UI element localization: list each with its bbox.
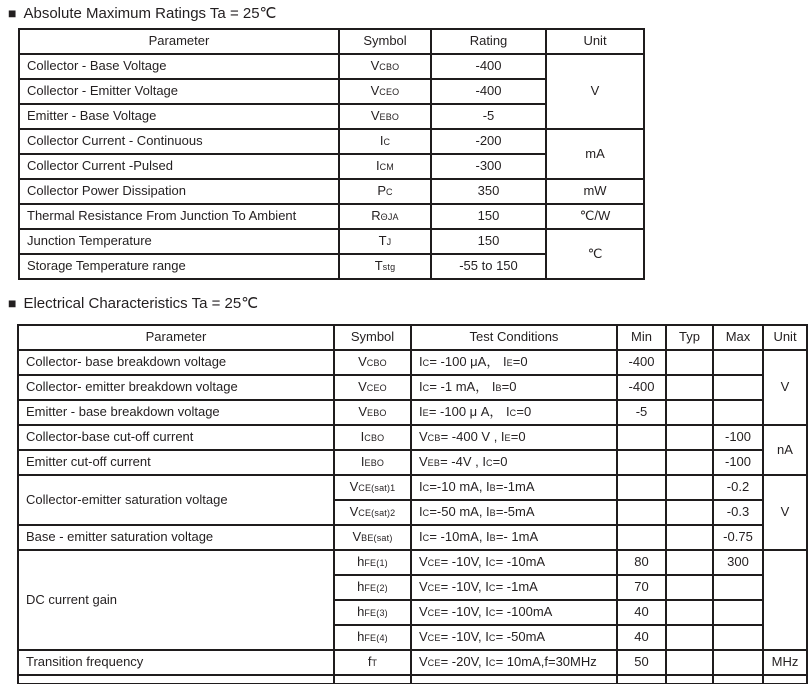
symbol-cell: VCBO	[334, 350, 411, 375]
table-row	[19, 54, 644, 79]
subscript-text: CE	[427, 583, 441, 594]
parameter-cell: Collector - Base Voltage	[19, 54, 339, 79]
symbol-cell: IEBO	[334, 450, 411, 475]
subscript-text: CE	[427, 658, 441, 669]
subscript-text: C	[485, 458, 493, 469]
subscript-text: FE(2)	[364, 583, 388, 594]
subscript-text: B	[489, 508, 496, 519]
min-cell	[617, 425, 666, 450]
typ-cell	[666, 600, 713, 625]
typ-cell	[666, 650, 713, 675]
min-cell	[617, 500, 666, 525]
conditions-cell: VCE= -10V, IC= -50mA	[411, 625, 617, 650]
parameter-cell: Storage Temperature range	[19, 254, 339, 279]
subscript-text: C	[422, 358, 430, 369]
parameter-cell: DC current gain	[18, 550, 334, 650]
symbol-cell: Tstg	[339, 254, 431, 279]
table-row	[18, 350, 807, 375]
min-cell	[617, 450, 666, 475]
table-row	[19, 129, 644, 154]
subscript-text: C	[509, 408, 517, 419]
subscript-text: FE(1)	[364, 558, 388, 569]
conditions-cell: IC=-10 mA, IB=-1mA	[411, 475, 617, 500]
section-bullet-icon: ■	[8, 5, 17, 21]
absolute-maximum-ratings-table	[18, 28, 645, 280]
subscript-text: ΘJA	[380, 212, 399, 223]
header-rating: Rating	[431, 29, 546, 54]
conditions-cell: IC= -10mA, IB=- 1mA	[411, 525, 617, 550]
subscript-text: C	[488, 558, 496, 569]
subscript-text: FE(4)	[364, 633, 388, 644]
subscript-text: C	[422, 383, 430, 394]
parameter-cell	[18, 675, 334, 684]
symbol-cell: VCBO	[339, 54, 431, 79]
max-cell	[713, 375, 763, 400]
rating-cell: -300	[431, 154, 546, 179]
unit-cell: mA	[546, 129, 644, 179]
max-cell	[713, 675, 763, 684]
header-symbol: Symbol	[334, 325, 411, 350]
subscript-text: CE(sat)2	[358, 508, 396, 519]
typ-cell	[666, 500, 713, 525]
min-cell: -5	[617, 400, 666, 425]
table-row	[18, 550, 807, 575]
parameter-cell: Thermal Resistance From Junction To Ambient	[19, 204, 339, 229]
unit-cell: mW	[546, 179, 644, 204]
subscript-text: CE(sat)1	[358, 483, 396, 494]
subscript-text: CE	[427, 633, 441, 644]
symbol-cell: VCE(sat)2	[334, 500, 411, 525]
subscript-text: C	[488, 633, 496, 644]
rating-cell: -400	[431, 54, 546, 79]
min-cell: 50	[617, 650, 666, 675]
subscript-text: FE(3)	[364, 608, 388, 619]
rating-cell: -55 to 150	[431, 254, 546, 279]
unit-cell: V	[763, 350, 807, 425]
typ-cell	[666, 575, 713, 600]
subscript-text: EB	[427, 458, 441, 469]
conditions-cell: VEB= -4V , IC=0	[411, 450, 617, 475]
typ-cell	[666, 475, 713, 500]
conditions-cell: VCE= -10V, IC= -1mA	[411, 575, 617, 600]
subscript-text: stg	[382, 262, 396, 273]
parameter-cell: Collector- emitter breakdown voltage	[18, 375, 334, 400]
symbol-cell: hFE(2)	[334, 575, 411, 600]
section-bullet-icon: ■	[8, 295, 17, 311]
subscript-text: CEO	[366, 383, 387, 394]
conditions-cell: IC=-50 mA, IB=-5mA	[411, 500, 617, 525]
min-cell: -400	[617, 375, 666, 400]
unit-cell	[763, 550, 807, 650]
subscript-text: C	[422, 533, 430, 544]
parameter-cell: Junction Temperature	[19, 229, 339, 254]
min-cell: 40	[617, 600, 666, 625]
symbol-cell: IC	[339, 129, 431, 154]
symbol-cell: VEBO	[334, 400, 411, 425]
subscript-text: CEO	[379, 87, 400, 98]
parameter-cell: Collector- base breakdown voltage	[18, 350, 334, 375]
min-cell: 80	[617, 550, 666, 575]
typ-cell	[666, 675, 713, 684]
unit-cell: MHz	[763, 650, 807, 675]
subscript-text: CE	[427, 608, 441, 619]
typ-cell	[666, 525, 713, 550]
parameter-cell: Collector-base cut-off current	[18, 425, 334, 450]
max-cell: -0.3	[713, 500, 763, 525]
rating-cell: 150	[431, 204, 546, 229]
subscript-text: J	[386, 237, 392, 248]
table-row	[19, 179, 644, 204]
symbol-cell: RΘJA	[339, 204, 431, 229]
header-parameter: Parameter	[19, 29, 339, 54]
table-row	[18, 425, 807, 450]
symbol-cell	[334, 675, 411, 684]
max-cell	[713, 350, 763, 375]
rating-cell: 350	[431, 179, 546, 204]
typ-cell	[666, 550, 713, 575]
conditions-cell: VCB= -400 V , IE=0	[411, 425, 617, 450]
max-cell: 300	[713, 550, 763, 575]
parameter-cell: Emitter - base breakdown voltage	[18, 400, 334, 425]
conditions-cell: IC= -100 μA， IE=0	[411, 350, 617, 375]
conditions-cell: VCE= -10V, IC= -10mA	[411, 550, 617, 575]
header-row	[18, 325, 807, 350]
subscript-text: EBO	[364, 458, 385, 469]
subscript-text: B	[495, 383, 502, 394]
subscript-text: B	[489, 533, 496, 544]
unit-cell: V	[546, 54, 644, 129]
section-title-text: Absolute Maximum Ratings Ta = 25℃	[23, 5, 277, 22]
electrical-characteristics-table	[17, 324, 808, 684]
typ-cell	[666, 350, 713, 375]
parameter-cell: Transition frequency	[18, 650, 334, 675]
min-cell: 70	[617, 575, 666, 600]
subscript-text: BE(sat)	[361, 533, 393, 544]
max-cell: -0.75	[713, 525, 763, 550]
parameter-cell: Collector - Emitter Voltage	[19, 79, 339, 104]
section-title-electrical-characteristics	[8, 294, 258, 312]
subscript-text: B	[489, 483, 496, 494]
parameter-cell: Emitter cut-off current	[18, 450, 334, 475]
subscript-text: CBO	[379, 62, 400, 73]
symbol-cell: PC	[339, 179, 431, 204]
max-cell	[713, 575, 763, 600]
rating-cell: -5	[431, 104, 546, 129]
header-max: Max	[713, 325, 763, 350]
subscript-text: C	[385, 187, 393, 198]
min-cell: 40	[617, 625, 666, 650]
table-row	[18, 450, 807, 475]
subscript-text: CB	[427, 433, 441, 444]
conditions-cell: VCE= -10V, IC= -100mA	[411, 600, 617, 625]
unit-cell: ℃	[546, 229, 644, 279]
conditions-cell: IE= -100 μ A， IC=0	[411, 400, 617, 425]
conditions-cell: VCE= -20V, IC= 10mA,f=30MHz	[411, 650, 617, 675]
subscript-text: C	[488, 658, 496, 669]
section-title-absolute-maximum-ratings	[8, 4, 276, 22]
rating-cell: 150	[431, 229, 546, 254]
min-cell	[617, 475, 666, 500]
max-cell	[713, 600, 763, 625]
symbol-cell: hFE(3)	[334, 600, 411, 625]
unit-cell	[763, 675, 807, 684]
max-cell	[713, 625, 763, 650]
typ-cell	[666, 450, 713, 475]
min-cell	[617, 525, 666, 550]
symbol-cell: VCEO	[339, 79, 431, 104]
typ-cell	[666, 425, 713, 450]
typ-cell	[666, 400, 713, 425]
table-row	[18, 675, 807, 684]
subscript-text: C	[383, 137, 391, 148]
table-row	[18, 525, 807, 550]
unit-cell: nA	[763, 425, 807, 475]
symbol-cell: VBE(sat)	[334, 525, 411, 550]
max-cell: -100	[713, 450, 763, 475]
subscript-text: T	[371, 658, 378, 669]
min-cell: -400	[617, 350, 666, 375]
max-cell	[713, 400, 763, 425]
typ-cell	[666, 375, 713, 400]
header-typ: Typ	[666, 325, 713, 350]
rating-cell: -400	[431, 79, 546, 104]
subscript-text: C	[422, 508, 430, 519]
header-row	[19, 29, 644, 54]
symbol-cell: hFE(1)	[334, 550, 411, 575]
parameter-cell: Base - emitter saturation voltage	[18, 525, 334, 550]
typ-cell	[666, 625, 713, 650]
unit-cell: ℃/W	[546, 204, 644, 229]
subscript-text: E	[422, 408, 429, 419]
min-cell	[617, 675, 666, 684]
header-min: Min	[617, 325, 666, 350]
subscript-text: CE	[427, 558, 441, 569]
table-row	[19, 204, 644, 229]
symbol-cell: VCEO	[334, 375, 411, 400]
header-unit: Unit	[546, 29, 644, 54]
symbol-cell: TJ	[339, 229, 431, 254]
header-unit: Unit	[763, 325, 807, 350]
unit-cell: V	[763, 475, 807, 550]
subscript-text: CM	[379, 162, 395, 173]
subscript-text: E	[504, 433, 511, 444]
subscript-text: C	[488, 583, 496, 594]
max-cell: -100	[713, 425, 763, 450]
parameter-cell: Collector Current - Continuous	[19, 129, 339, 154]
symbol-cell: hFE(4)	[334, 625, 411, 650]
symbol-cell: ICBO	[334, 425, 411, 450]
conditions-cell: IC= -1 mA， IB=0	[411, 375, 617, 400]
subscript-text: EBO	[379, 112, 400, 123]
table-row	[18, 400, 807, 425]
header-parameter: Parameter	[18, 325, 334, 350]
parameter-cell: Collector-emitter saturation voltage	[18, 475, 334, 525]
subscript-text: CBO	[364, 433, 385, 444]
subscript-text: EBO	[367, 408, 387, 419]
parameter-cell: Emitter - Base Voltage	[19, 104, 339, 129]
subscript-text: CBO	[366, 358, 387, 369]
table-row	[19, 229, 644, 254]
subscript-text: C	[422, 483, 430, 494]
header-conditions: Test Conditions	[411, 325, 617, 350]
max-cell: -0.2	[713, 475, 763, 500]
symbol-cell: fT	[334, 650, 411, 675]
conditions-cell	[411, 675, 617, 684]
max-cell	[713, 650, 763, 675]
table-row	[18, 375, 807, 400]
symbol-cell: ICM	[339, 154, 431, 179]
symbol-cell: VCE(sat)1	[334, 475, 411, 500]
parameter-cell: Collector Power Dissipation	[19, 179, 339, 204]
section-title-text: Electrical Characteristics Ta = 25℃	[23, 295, 259, 312]
subscript-text: C	[488, 608, 496, 619]
table-row	[18, 650, 807, 675]
symbol-cell: VEBO	[339, 104, 431, 129]
rating-cell: -200	[431, 129, 546, 154]
subscript-text: E	[506, 358, 513, 369]
parameter-cell: Collector Current -Pulsed	[19, 154, 339, 179]
table-row	[18, 475, 807, 500]
header-symbol: Symbol	[339, 29, 431, 54]
